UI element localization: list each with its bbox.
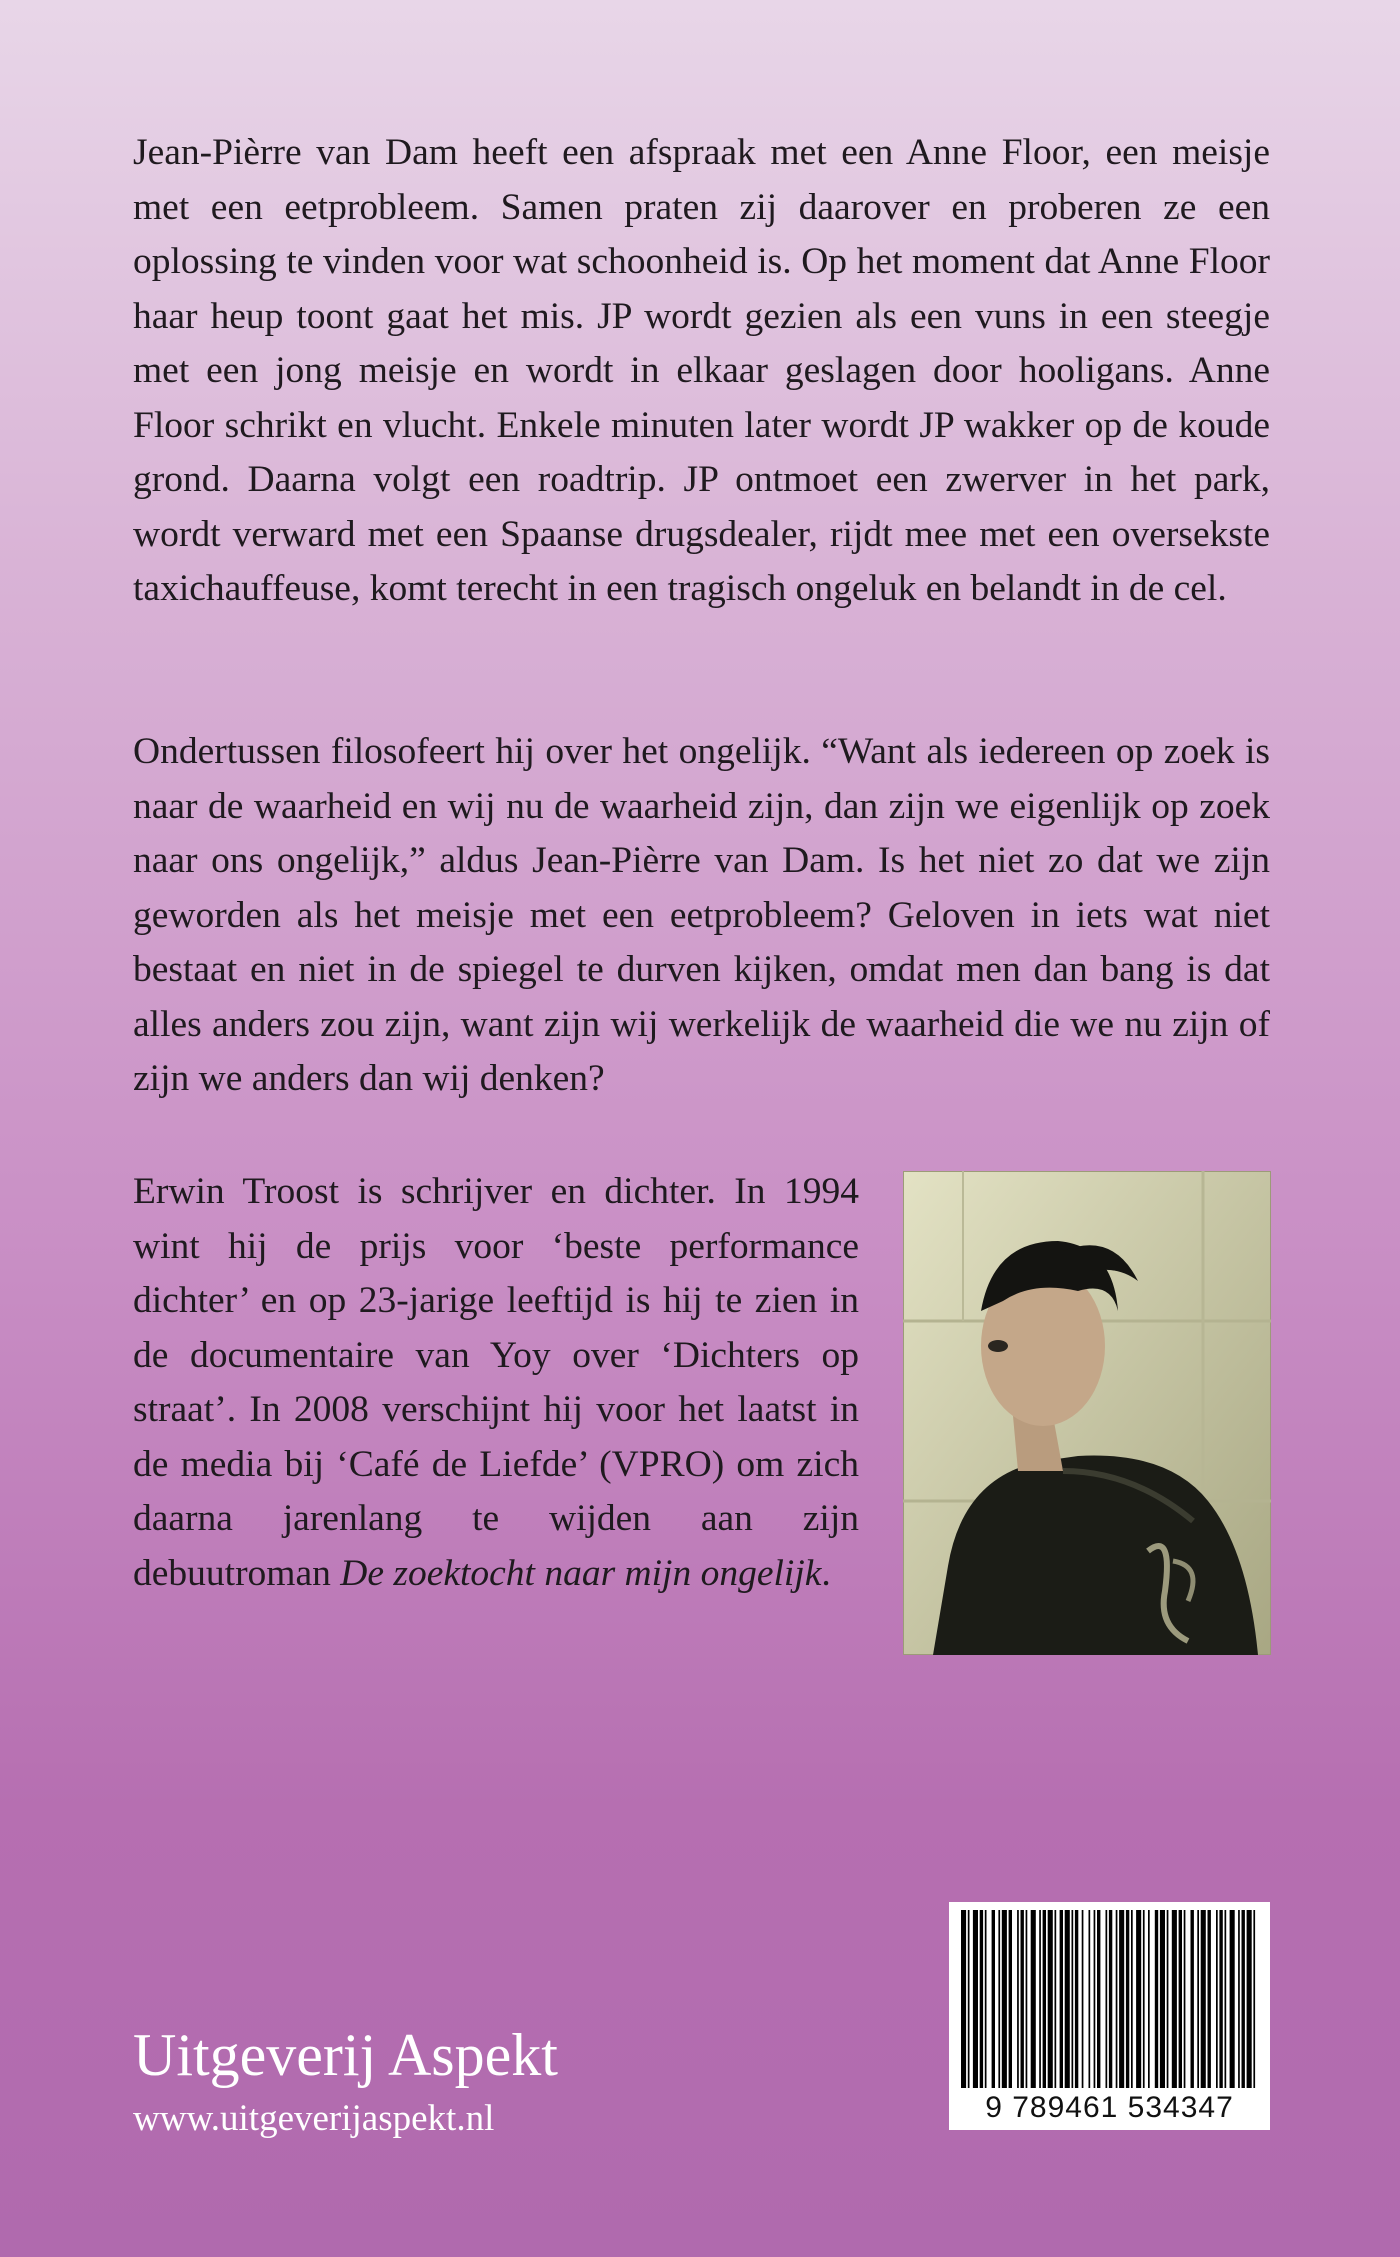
barcode-bar [1116,1910,1118,2088]
barcode-bar [1119,1910,1124,2088]
isbn-number: 9 789461 534347 [985,2091,1234,2124]
blurb-paragraph-2: Ondertussen filosofeert hij over het ongelijk. “Want als iedereen op zoek is naar de waarheid en wij nu de waarheid zijn, dan zijn we eigenlijk op zoek naar ons ongelijk,” aldus Jean-Pièrre van Dam. Is het niet zo dat we zijn geworden als het meisje met een eetprobleem? Geloven in iets wat niet bestaat en niet in de spiegel te durven kijken, omdat men dan bang is dat alles anders zou zijn, want zijn wij werkelijk de waarheid die we nu zijn of zijn we anders dan wij denken? [133,731,1270,1099]
barcode-bar [1094,1910,1096,2088]
barcode-bar [1075,1910,1078,2088]
barcode-bar [1242,1910,1245,2088]
barcode-bar [1089,1910,1091,2088]
barcode-bar [1179,1910,1182,2088]
barcode-bar [1031,1910,1036,2088]
barcode-bar [998,1910,1000,2088]
barcode-bar [1126,1910,1129,2088]
barcode-bar [1184,1910,1186,2088]
barcode-bar [1197,1910,1199,2088]
barcode-bars [949,1902,1270,2092]
barcode-bar [1106,1910,1108,2088]
barcode-bar [1191,1910,1194,2088]
author-bio-end: . [821,1552,831,1594]
barcode-bar [1097,1910,1100,2088]
barcode-bar [1072,1910,1074,2088]
barcode-bar [1219,1910,1222,2088]
book-title: De zoektocht naar mijn ongelijk [340,1552,822,1594]
author-photo [903,1171,1271,1655]
barcode-bar [1017,1910,1019,2088]
author-bio-text: Erwin Troost is schrijver en dichter. In 1994 wint hij de prijs voor ‘beste performance dichter’ en op 23-jarige leeftijd is hij te zien in de documentaire van Yoy over ‘Dichters op straat’. In 2008 verschijnt hij voor het laatst in de media bij ‘Café de Liefde’ (VPRO) om zich daarna jarenlang te wijden aan zijn debuutroman [133,1171,859,1594]
barcode-bar [973,1910,978,2088]
barcode-bar [1167,1910,1169,2088]
isbn-barcode [949,1902,1270,2130]
barcode-bar [1060,1910,1063,2088]
barcode-bar [1143,1910,1145,2088]
barcode-bar [1109,1910,1112,2088]
barcode-bar [1208,1910,1211,2088]
barcode-bar [1043,1910,1046,2088]
barcode-bar [961,1910,966,2088]
barcode-bar [1148,1910,1150,2088]
barcode-bar [1055,1910,1057,2088]
barcode-bar [1201,1910,1206,2088]
barcode-bar [1253,1910,1255,2088]
barcode-bar [1136,1910,1141,2088]
publisher-url: www.uitgeverijaspekt.nl [133,2098,495,2139]
author-portrait-icon [903,1171,1271,1655]
blurb-paragraph-1: Jean-Pièrre van Dam heeft een afspraak met een Anne Floor, een meisje met een eetprobleem. Samen praten zij daarover en proberen ze een oplossing te vinden voor wat schoonheid is. Op het moment dat Anne Floor haar heup toont gaat het mis. JP wordt gezien als een vuns in een steegje met een jong meisje en wordt in elkaar geslagen door hooligans. Anne Floor schrikt en vlucht. Enkele minuten later wordt JP wakker op de koude grond. Daarna volgt een roadtrip. JP ontmoet een zwerver in het park, wordt verward met een Spaanse drugsdealer, rijdt mee met een oversekste taxichauffeuse, komt terecht in een tragisch ongeluk en belandt in de cel. [133,132,1270,609]
barcode-bar [1155,1910,1158,2088]
barcode-bar [1160,1910,1165,2088]
barcode-bar [1225,1910,1227,2088]
barcode-bar [1216,1910,1218,2088]
barcode-bar [1026,1910,1028,2088]
barcode-bar [1039,1910,1041,2088]
publisher-name: Uitgeverij Aspekt [133,2022,558,2088]
barcode-bar [1021,1910,1024,2088]
barcode-bar [985,1910,987,2088]
barcode-bar [968,1910,970,2088]
barcode-bar [1048,1910,1053,2088]
barcode-bar [1065,1910,1070,2088]
barcode-bar [1002,1910,1007,2088]
barcode-bar [1247,1910,1252,2088]
barcode-bar [1009,1910,1012,2088]
barcode-bar [992,1910,995,2088]
barcode-bar [980,1910,983,2088]
author-bio [133,1165,859,1601]
barcode-bar [1172,1910,1177,2088]
barcode-bar [1238,1910,1240,2088]
barcode-bar [1082,1910,1084,2088]
barcode-bar [1131,1910,1133,2088]
barcode-bar [1230,1910,1235,2088]
